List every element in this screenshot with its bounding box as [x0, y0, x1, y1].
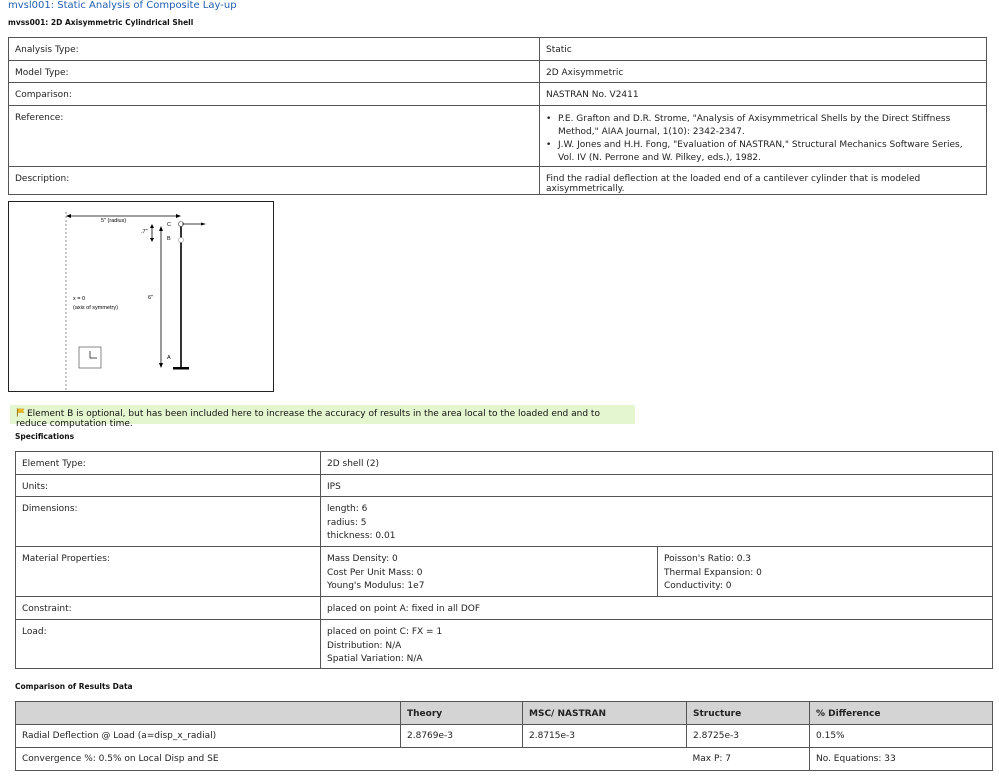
analysis-info-table: [8, 37, 987, 195]
load-spatial-variation: Spatial Variation: N/A: [327, 654, 423, 664]
youngs-modulus: Young's Modulus: 1e7: [327, 581, 425, 591]
note-text: Element B is optional, but has been included here to increase the accuracy of results in the area local to the loaded end and to reduce computation time.: [16, 409, 600, 429]
radius-arrow-left: [66, 214, 71, 218]
page-subtitle: mvss001: 2D Axisymmetric Cylindrical Shell: [8, 18, 194, 27]
reference-list: [546, 113, 980, 164]
spec-row-dimensions: [16, 497, 993, 547]
dimensions-label: Dimensions:: [16, 497, 321, 547]
dimension-length: length: 6: [327, 504, 368, 514]
reference-item-2: • J.W. Jones and H.H. Fong, "Evaluation of NASTRAN," Structural Mechanics Software Series, Vol. IV (N. Perrone and W. Pilkey, eds.), 1982.: [546, 139, 980, 164]
short-arrow-bottom: [150, 238, 154, 242]
result-nastran: 2.8715e-3: [523, 725, 687, 748]
results-header-structure: Structure: [687, 702, 810, 725]
analysis-type-label: Analysis Type:: [9, 38, 540, 61]
model-type-value: 2D Axisymmetric: [540, 61, 987, 83]
convergence-label: Convergence %: 0.5% on Local Disp and SE: [16, 748, 687, 771]
specifications-table: [15, 451, 993, 669]
units-label: Units:: [16, 475, 321, 497]
length-arrow-top: [159, 226, 163, 231]
poissons-ratio: Poisson's Ratio: 0.3: [664, 554, 752, 564]
constraint-value: placed on point A: fixed in all DOF: [321, 597, 993, 620]
axis-label-line-2: (axis of symmetry): [73, 305, 118, 311]
reference-value: [540, 106, 987, 167]
dimension-thickness: thickness: 0.01: [327, 531, 396, 541]
length-label: 6": [148, 295, 154, 301]
results-row-convergence: [16, 748, 993, 771]
spec-row-units: [16, 475, 993, 497]
length-arrow-bottom: [159, 363, 163, 368]
spec-row-material: [16, 547, 993, 597]
description-value: Find the radial deflection at the loaded end of a cantilever cylinder that is modeled axisymmetrically.: [540, 167, 987, 195]
results-header-row: [16, 702, 993, 725]
point-c-label: C: [167, 222, 171, 228]
material-label: Material Properties:: [16, 547, 321, 597]
spec-row-element-type: [16, 452, 993, 475]
result-theory: 2.8769e-3: [401, 725, 523, 748]
info-row-reference: [9, 106, 987, 167]
note-banner: [10, 405, 635, 429]
radius-label: 5" (radius): [101, 218, 127, 224]
result-quantity: Radial Deflection @ Load (a=disp_x_radial): [16, 725, 401, 748]
short-dimension-label: .7": [141, 229, 148, 235]
results-heading: Comparison of Results Data: [15, 682, 133, 691]
spec-row-constraint: [16, 597, 993, 620]
axis-label-line-1: x = 0: [73, 296, 86, 302]
results-header-theory: Theory: [401, 702, 523, 725]
flag-icon: [16, 408, 25, 417]
node-b: [179, 238, 184, 243]
spec-row-load: [16, 620, 993, 669]
radius-arrow-right: [176, 214, 181, 218]
info-row-comparison: [9, 83, 987, 106]
conductivity: Conductivity: 0: [664, 581, 732, 591]
load-value: [321, 620, 993, 669]
model-type-label: Model Type:: [9, 61, 540, 83]
load-placement: placed on point C: FX = 1: [327, 627, 443, 637]
info-row-description: [9, 167, 987, 195]
mass-density: Mass Density: 0: [327, 554, 398, 564]
material-values-col1: [321, 547, 658, 597]
fixed-support: [173, 367, 189, 370]
result-structure: 2.8725e-3: [687, 725, 810, 748]
reference-label: Reference:: [9, 106, 540, 167]
load-distribution: Distribution: N/A: [327, 640, 402, 651]
element-type-value: 2D shell (2): [321, 452, 993, 475]
analysis-type-value: Static: [540, 38, 987, 61]
results-header-blank: [16, 702, 401, 725]
info-row-analysis-type: [9, 38, 987, 61]
point-a-label: A: [167, 355, 171, 361]
comparison-value: NASTRAN No. V2411: [540, 83, 987, 106]
specifications-heading: Specifications: [15, 432, 75, 441]
load-arrow-head: [201, 223, 206, 226]
units-value: IPS: [321, 475, 993, 497]
load-label: Load:: [16, 620, 321, 669]
result-difference: 0.15%: [810, 725, 993, 748]
thermal-expansion: Thermal Expansion: 0: [664, 567, 762, 578]
dimensions-value: [321, 497, 993, 547]
dimension-radius: radius: 5: [327, 517, 367, 528]
constraint-label: Constraint:: [16, 597, 321, 620]
convergence-equations: No. Equations: 33: [810, 748, 993, 771]
reference-item-1: • P.E. Grafton and D.R. Strome, "Analysis of Axisymmetrical Shells by the Direct Stiffness Method," AIAA Journal, 1(10): 2342-2347.: [546, 113, 980, 138]
model-diagram: [9, 202, 273, 391]
page-title[interactable]: mvsl001: Static Analysis of Composite Lay-up: [8, 0, 237, 11]
results-header-nastran: MSC/ NASTRAN: [523, 702, 687, 725]
description-label: Description:: [9, 167, 540, 195]
info-row-model-type: [9, 61, 987, 83]
results-header-difference: % Difference: [810, 702, 993, 725]
results-table: [15, 701, 993, 771]
results-row-radial-deflection: [16, 725, 993, 748]
model-figure: [8, 201, 274, 392]
short-arrow-top: [150, 224, 154, 228]
comparison-label: Comparison:: [9, 83, 540, 106]
convergence-max-p: Max P: 7: [687, 748, 810, 771]
point-b-label: B: [167, 236, 171, 242]
material-values-col2: [658, 547, 993, 597]
element-type-label: Element Type:: [16, 452, 321, 475]
cost-per-unit-mass: Cost Per Unit Mass: 0: [327, 567, 423, 578]
